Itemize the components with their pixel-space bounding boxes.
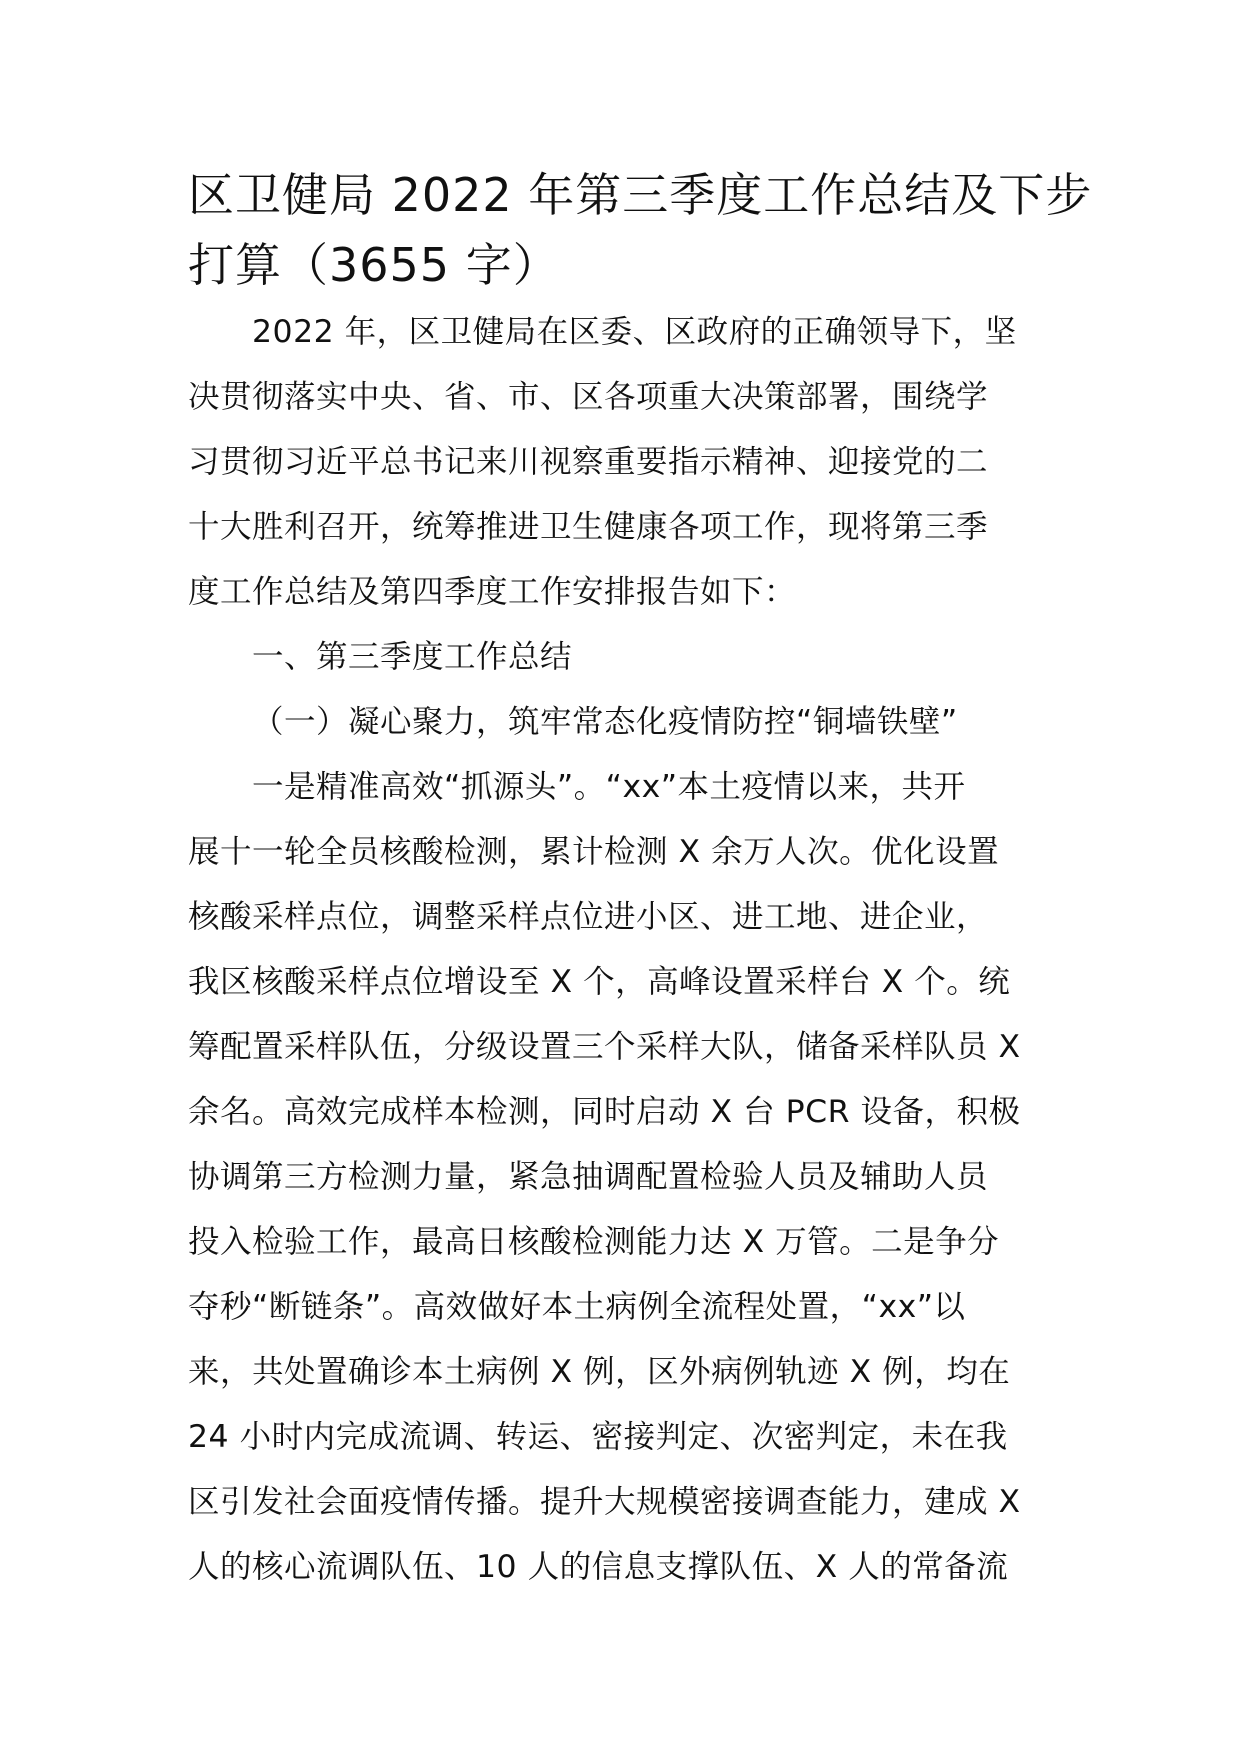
paragraph-line: 区引发社会面疫情传播。提升大规模密接调查能力，建成 X <box>188 1484 1021 1520</box>
paragraph-line: 人的核心流调队伍、10 人的信息支撑队伍、X 人的常备流 <box>188 1549 1009 1585</box>
paragraph-line: 筹配置采样队伍，分级设置三个采样大队，储备采样队员 X <box>188 1029 1021 1065</box>
paragraph-line: 一是精准高效“抓源头”。“xx”本土疫情以来，共开 <box>252 769 966 805</box>
subsection-heading: （一）凝心聚力，筑牢常态化疫情防控“铜墙铁壁” <box>252 704 958 740</box>
intro-line: 度工作总结及第四季度工作安排报告如下： <box>188 574 797 610</box>
paragraph-line: 核酸采样点位，调整采样点位进小区、进工地、进企业， <box>188 899 989 935</box>
intro-line: 十大胜利召开，统筹推进卫生健康各项工作，现将第三季 <box>188 509 989 545</box>
title-line-1: 区卫健局 2022 年第三季度工作总结及下步 <box>188 168 1093 222</box>
paragraph-line: 投入检验工作，最高日核酸检测能力达 X 万管。二是争分 <box>188 1224 1000 1260</box>
section-heading: 一、第三季度工作总结 <box>252 639 573 675</box>
intro-line: 习贯彻习近平总书记来川视察重要指示精神、迎接党的二 <box>188 444 989 480</box>
paragraph-line: 我区核酸采样点位增设至 X 个，高峰设置采样台 X 个。统 <box>188 964 1011 1000</box>
paragraph-line: 余名。高效完成样本检测，同时启动 X 台 PCR 设备，积极 <box>188 1094 1021 1130</box>
intro-line: 决贯彻落实中央、省、市、区各项重大决策部署，围绕学 <box>188 379 989 415</box>
paragraph-line: 展十一轮全员核酸检测，累计检测 X 余万人次。优化设置 <box>188 834 1000 870</box>
title-line-2: 打算（3655 字） <box>188 238 560 292</box>
document-page <box>188 160 1093 1600</box>
paragraph-line: 协调第三方检测力量，紧急抽调配置检验人员及辅助人员 <box>188 1159 989 1195</box>
document-title <box>188 160 1093 300</box>
paragraph-line: 来，共处置确诊本土病例 X 例，区外病例轨迹 X 例，均在 <box>188 1354 1011 1390</box>
paragraph-line: 24 小时内完成流调、转运、密接判定、次密判定，未在我 <box>188 1419 1008 1455</box>
paragraph-line: 夺秒“断链条”。高效做好本土病例全流程处置，“xx”以 <box>188 1289 966 1325</box>
intro-line: 2022 年，区卫健局在区委、区政府的正确领导下，坚 <box>252 314 1017 350</box>
document-body <box>188 300 1056 1600</box>
body-paragraph <box>188 755 1056 1600</box>
intro-paragraph <box>188 300 1056 625</box>
